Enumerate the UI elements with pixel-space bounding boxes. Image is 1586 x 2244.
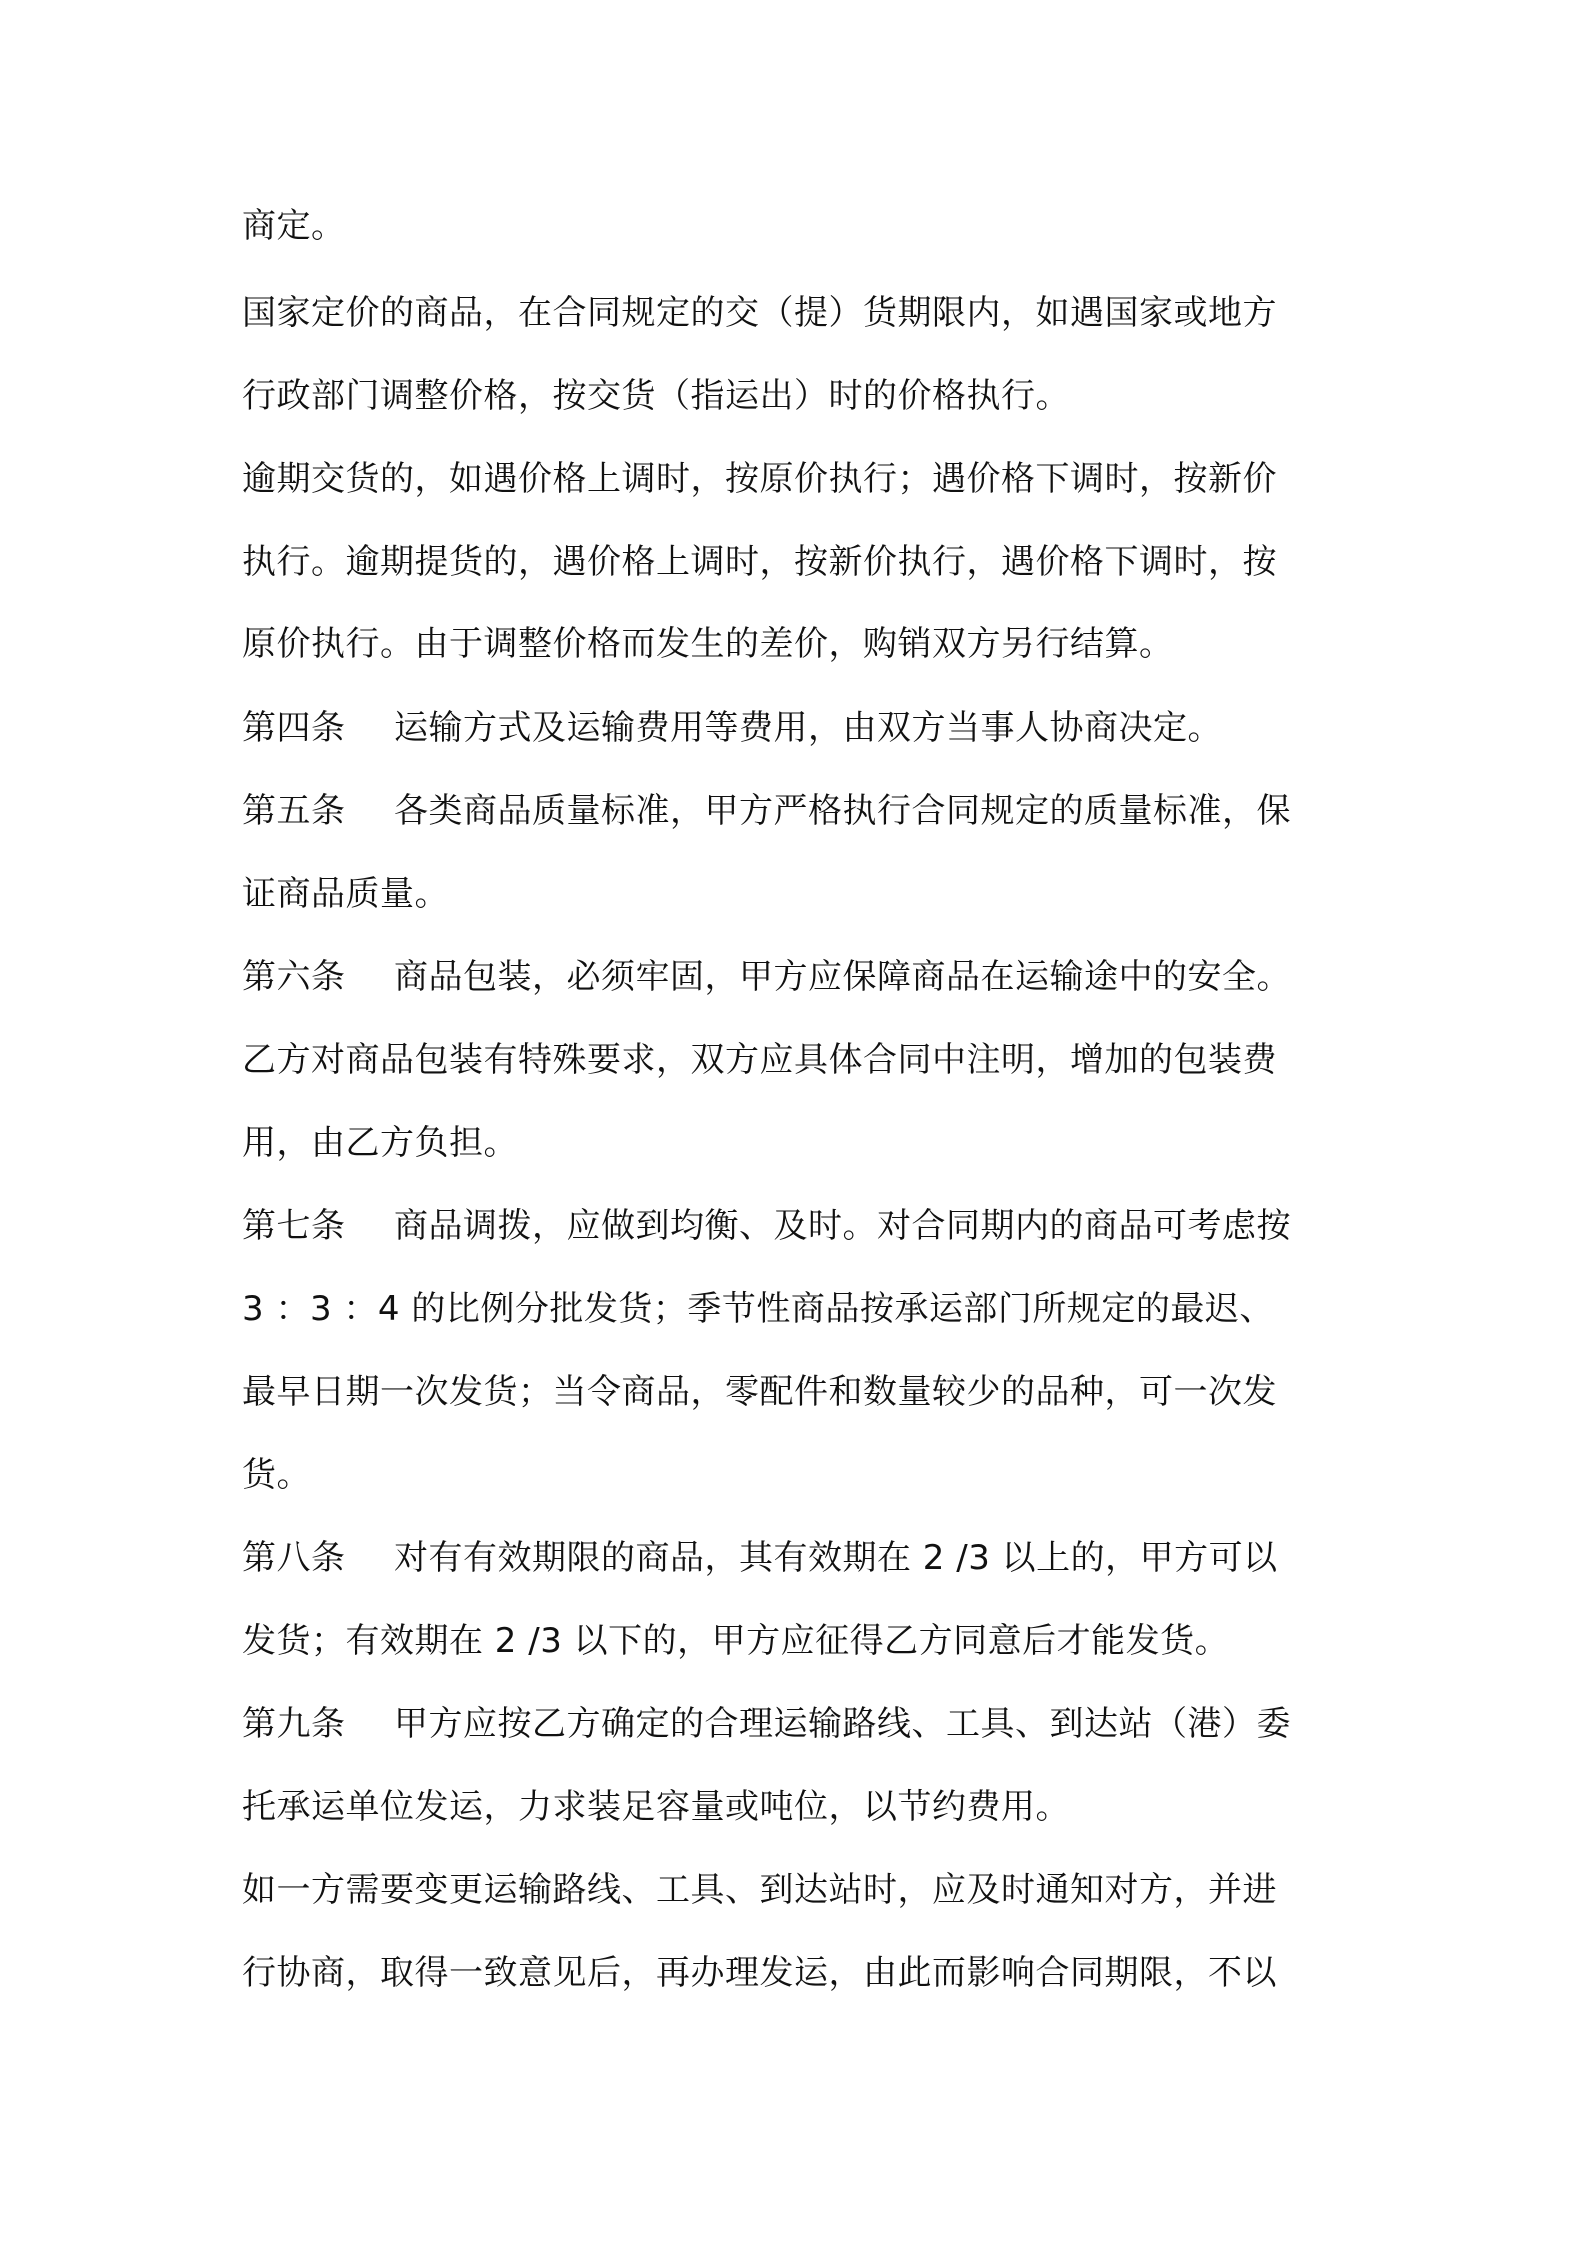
article-9-line xyxy=(242,1694,1362,1754)
article-number: 第五条 xyxy=(242,791,346,831)
article-number: 第八条 xyxy=(242,1538,346,1578)
article-number: 第四条 xyxy=(242,708,346,748)
text-line: 3 ：3 ：4 的比例分批发货；季节性商品按承运部门所规定的最迟、 xyxy=(242,1289,1274,1329)
article-4-line xyxy=(242,698,1362,758)
article-text: 对有有效期限的商品，其有效期在 2 /3 以上的，甲方可以 xyxy=(394,1538,1278,1578)
text-line: 国家定价的商品，在合同规定的交（提）货期限内，如遇国家或地方 xyxy=(242,293,1277,333)
text-line: 最早日期一次发货；当令商品，零配件和数量较少的品种，可一次发 xyxy=(242,1372,1277,1412)
text-line: 用，由乙方负担。 xyxy=(242,1123,518,1163)
article-number: 第九条 xyxy=(242,1704,346,1744)
text-line: 逾期交货的，如遇价格上调时，按原价执行；遇价格下调时，按新价 xyxy=(242,459,1277,499)
text-line: 发货；有效期在 2 /3 以下的，甲方应征得乙方同意后才能发货。 xyxy=(242,1621,1230,1661)
article-text: 运输方式及运输费用等费用，由双方当事人协商决定。 xyxy=(394,708,1222,748)
text-line: 货。 xyxy=(242,1455,311,1495)
text-line: 行协商，取得一致意见后，再办理发运，由此而影响合同期限，不以 xyxy=(242,1953,1277,1993)
text-line: 商定。 xyxy=(242,206,346,246)
text-line: 托承运单位发运，力求装足容量或吨位，以节约费用。 xyxy=(242,1787,1070,1827)
text-line: 乙方对商品包装有特殊要求，双方应具体合同中注明，增加的包装费 xyxy=(242,1040,1277,1080)
article-text: 商品调拨，应做到均衡、及时。对合同期内的商品可考虑按 xyxy=(394,1206,1291,1246)
article-text: 甲方应按乙方确定的合理运输路线、工具、到达站（港）委 xyxy=(394,1704,1291,1744)
article-5-line xyxy=(242,781,1362,841)
article-6-line xyxy=(242,947,1362,1007)
article-8-line xyxy=(242,1528,1362,1588)
article-text: 商品包装，必须牢固，甲方应保障商品在运输途中的安全。 xyxy=(394,957,1291,997)
text-line: 执行。逾期提货的，遇价格上调时，按新价执行，遇价格下调时，按 xyxy=(242,542,1277,582)
article-7-line xyxy=(242,1196,1362,1256)
article-number: 第六条 xyxy=(242,957,346,997)
text-line: 原价执行。由于调整价格而发生的差价，购销双方另行结算。 xyxy=(242,624,1174,664)
article-number: 第七条 xyxy=(242,1206,346,1246)
text-line: 如一方需要变更运输路线、工具、到达站时，应及时通知对方，并进 xyxy=(242,1870,1277,1910)
article-text: 各类商品质量标准，甲方严格执行合同规定的质量标准，保 xyxy=(394,791,1291,831)
text-line: 行政部门调整价格，按交货（指运出）时的价格执行。 xyxy=(242,376,1070,416)
text-line: 证商品质量。 xyxy=(242,874,449,914)
